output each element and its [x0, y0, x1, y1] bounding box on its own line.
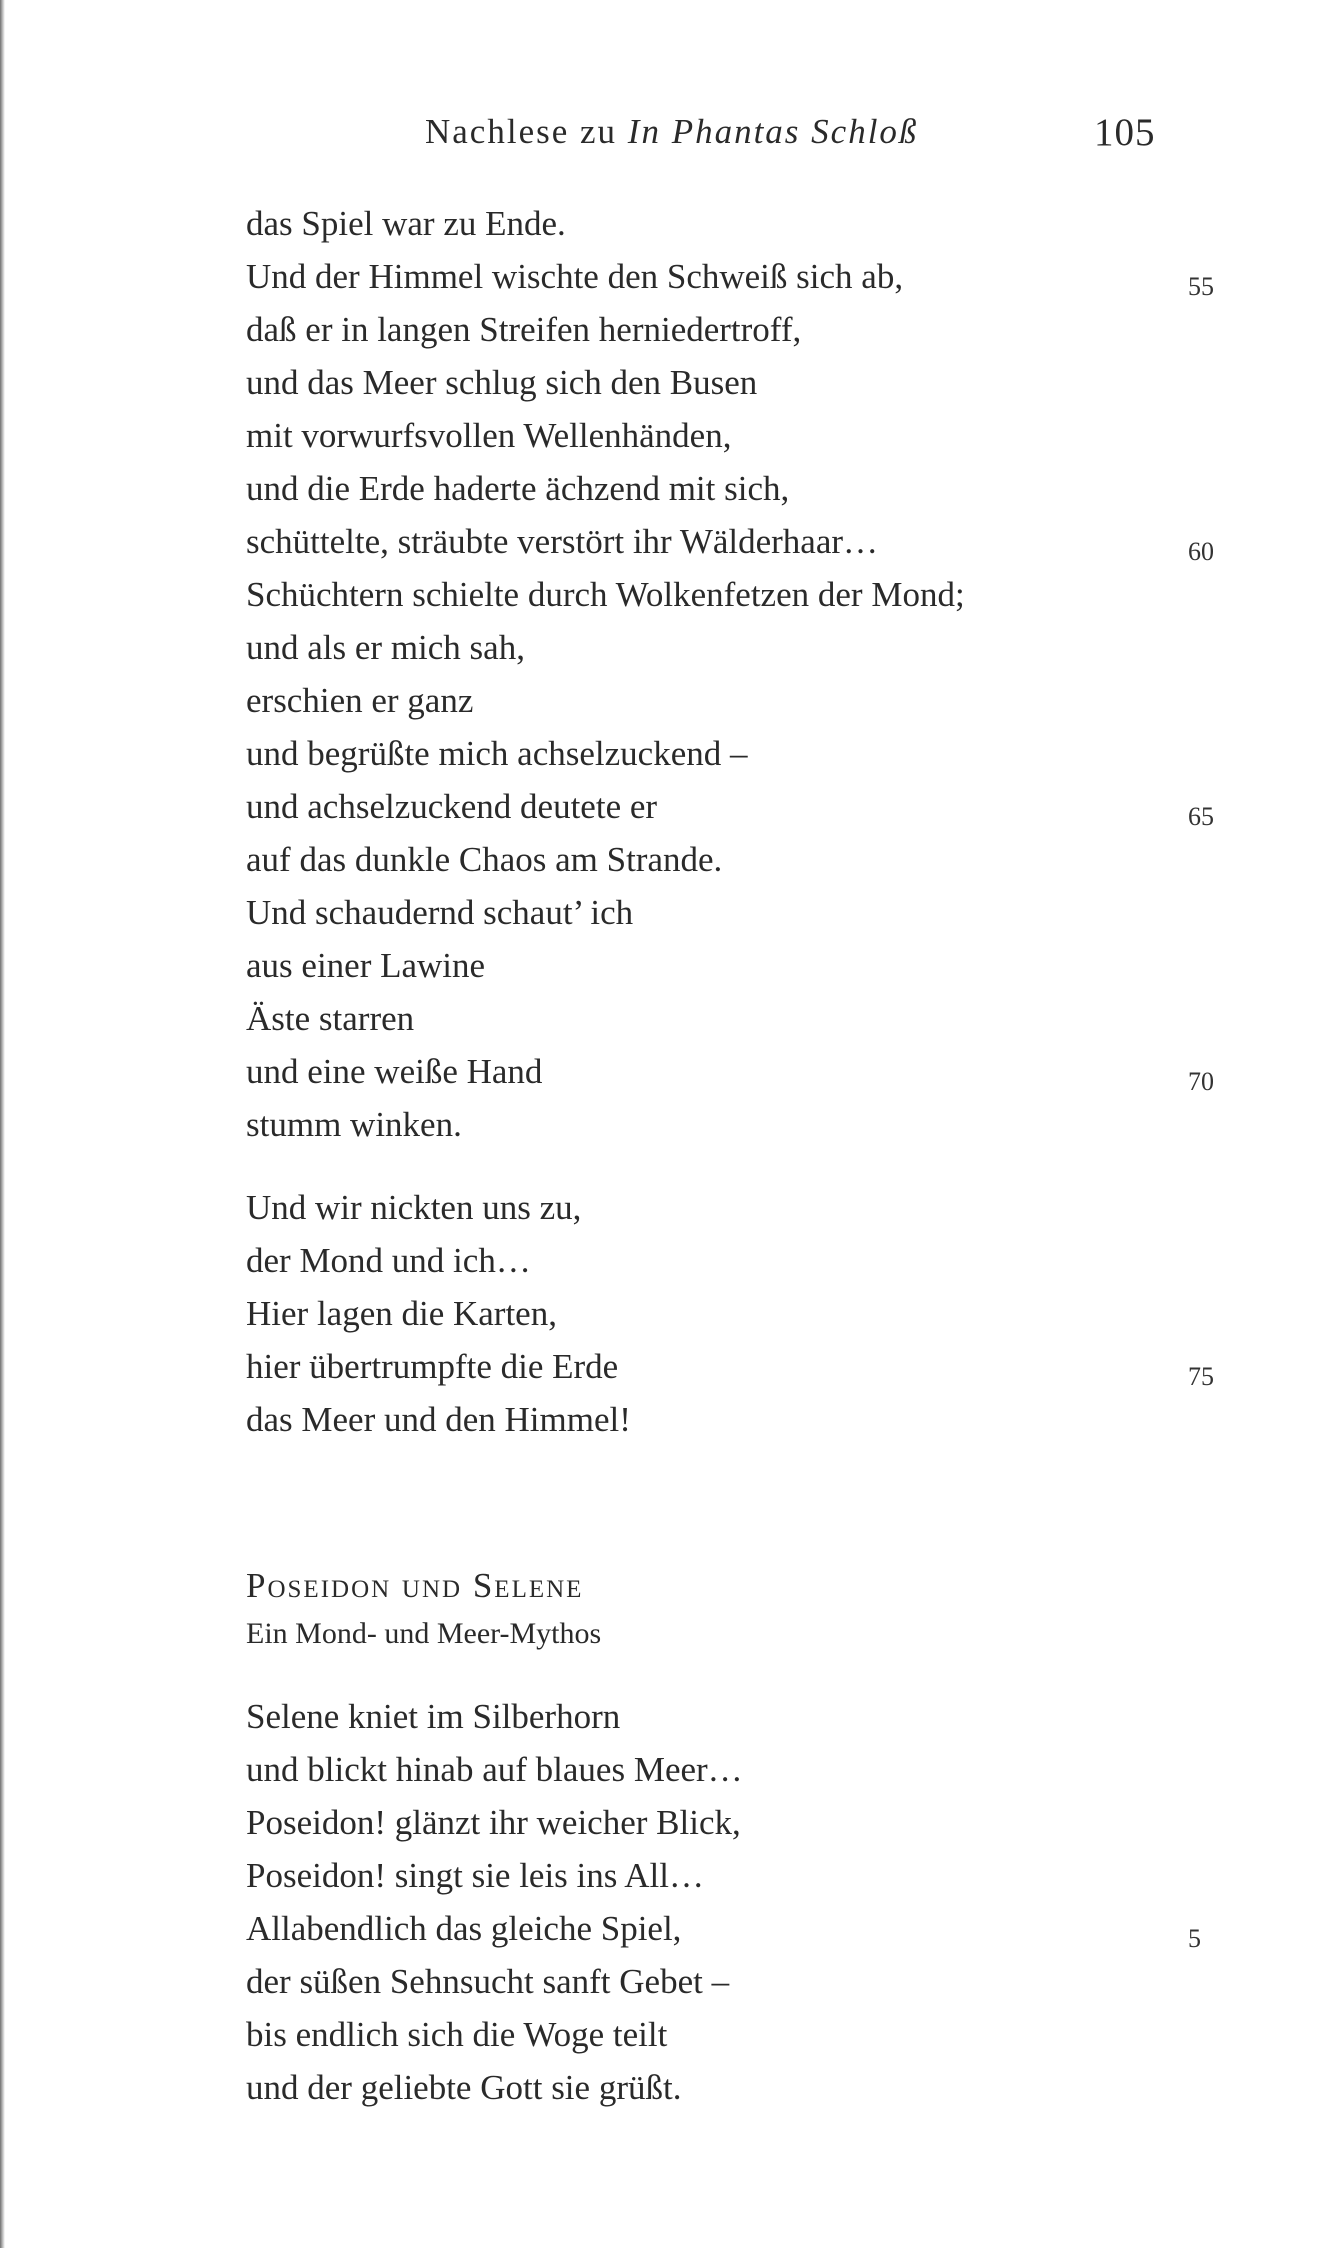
verse-line-text: der süßen Sehnsucht sanft Gebet –: [246, 1962, 730, 2001]
verse-line: [246, 1098, 1146, 1151]
verse-line-text: schüttelte, sträubte verstört ihr Wälderhaar…: [246, 522, 879, 561]
poem-heading: [246, 1561, 1146, 1657]
poem-subtitle: Ein Mond- und Meer-Mythos: [246, 1617, 602, 1650]
verse-line-text: und blickt hinab auf blaues Meer…: [246, 1750, 743, 1789]
verse-line-text: Poseidon! singt sie leis ins All…: [246, 1856, 704, 1895]
verse-line: [246, 939, 1146, 992]
verse-line: [246, 1287, 1146, 1340]
verse-line-text: das Meer und den Himmel!: [246, 1400, 631, 1439]
verse-line: [246, 1393, 1146, 1446]
verse-line: [246, 833, 1146, 886]
page-number: 105: [1094, 111, 1156, 154]
verse-line-text: Poseidon! glänzt ihr weicher Blick,: [246, 1803, 741, 1842]
verse-line: [246, 462, 1146, 515]
verse-line: [246, 303, 1146, 356]
verse-line: [246, 2008, 1146, 2061]
line-number: 70: [1188, 1067, 1214, 1096]
verse-line-text: Äste starren: [246, 999, 415, 1038]
verse-line-text: auf das dunkle Chaos am Strande.: [246, 840, 723, 879]
poem-title: Poseidon und Selene: [246, 1566, 584, 1605]
verse-line: [246, 886, 1146, 939]
line-number: 60: [1188, 537, 1214, 566]
verse-line-text: Allabendlich das gleiche Spiel,: [246, 1909, 682, 1948]
verse-line: [246, 356, 1146, 409]
verse-line-text: Schüchtern schielte durch Wolkenfetzen der Mond;: [246, 575, 965, 614]
verse-line: [246, 1849, 1146, 1902]
line-number: 75: [1188, 1362, 1214, 1391]
verse-line-text: aus einer Lawine: [246, 946, 486, 985]
verse-line: [246, 1902, 1201, 1955]
verse-block-3: [246, 1690, 1201, 2114]
running-head-title: In Phantas Schloß: [627, 112, 919, 151]
verse-line-text: und begrüßte mich achselzuckend –: [246, 734, 748, 773]
verse-line-text: Und schaudernd schaut’ ich: [246, 893, 634, 932]
verse-line-text: stumm winken.: [246, 1105, 462, 1144]
running-head: [425, 112, 918, 152]
page-spine-shadow: [0, 0, 5, 2248]
verse-line-text: der Mond und ich…: [246, 1241, 531, 1280]
verse-line: [246, 780, 1214, 833]
verse-line-text: und die Erde haderte ächzend mit sich,: [246, 469, 790, 508]
running-head-prefix: Nachlese zu: [425, 112, 628, 151]
verse-block-2: [246, 1181, 1214, 1446]
verse-line: [246, 727, 1146, 780]
verse-line: [246, 568, 1146, 621]
verse-line: [246, 2061, 1146, 2114]
verse-line-text: hier übertrumpfte die Erde: [246, 1347, 619, 1386]
verse-block-1: [246, 197, 1214, 1151]
verse-line-text: Und wir nickten uns zu,: [246, 1188, 582, 1227]
verse-line-text: und eine weiße Hand: [246, 1052, 543, 1091]
verse-line: [246, 515, 1214, 568]
verse-line-text: und achselzuckend deutete er: [246, 787, 658, 826]
verse-line-text: mit vorwurfsvollen Wellenhänden,: [246, 416, 732, 455]
verse-line-text: und das Meer schlug sich den Busen: [246, 363, 758, 402]
verse-line: [246, 621, 1146, 674]
verse-line-text: Hier lagen die Karten,: [246, 1294, 557, 1333]
verse-line-text: das Spiel war zu Ende.: [246, 204, 566, 243]
line-number: 5: [1188, 1924, 1201, 1953]
verse-line: [246, 1045, 1214, 1098]
page-header: [0, 108, 1341, 168]
verse-line-text: Selene kniet im Silberhorn: [246, 1697, 621, 1736]
verse-line-text: daß er in langen Streifen herniedertroff,: [246, 310, 802, 349]
verse-line: [246, 1234, 1146, 1287]
verse-line: [246, 197, 1146, 250]
verse-line: [246, 1796, 1146, 1849]
verse-line-text: Und der Himmel wischte den Schweiß sich ab,: [246, 257, 904, 296]
verse-line: [246, 250, 1214, 303]
verse-line: [246, 1340, 1214, 1393]
verse-line: [246, 674, 1146, 727]
verse-line-text: und der geliebte Gott sie grüßt.: [246, 2068, 682, 2107]
verse-line-text: erschien er ganz: [246, 681, 474, 720]
line-number: 55: [1188, 272, 1214, 301]
verse-line: [246, 1955, 1146, 2008]
verse-line-text: bis endlich sich die Woge teilt: [246, 2015, 668, 2054]
verse-line: [246, 1690, 1146, 1743]
verse-line-text: und als er mich sah,: [246, 628, 525, 667]
verse-line: [246, 992, 1146, 1045]
line-number: 65: [1188, 802, 1214, 831]
verse-line: [246, 1743, 1146, 1796]
verse-line: [246, 1181, 1146, 1234]
verse-line: [246, 409, 1146, 462]
